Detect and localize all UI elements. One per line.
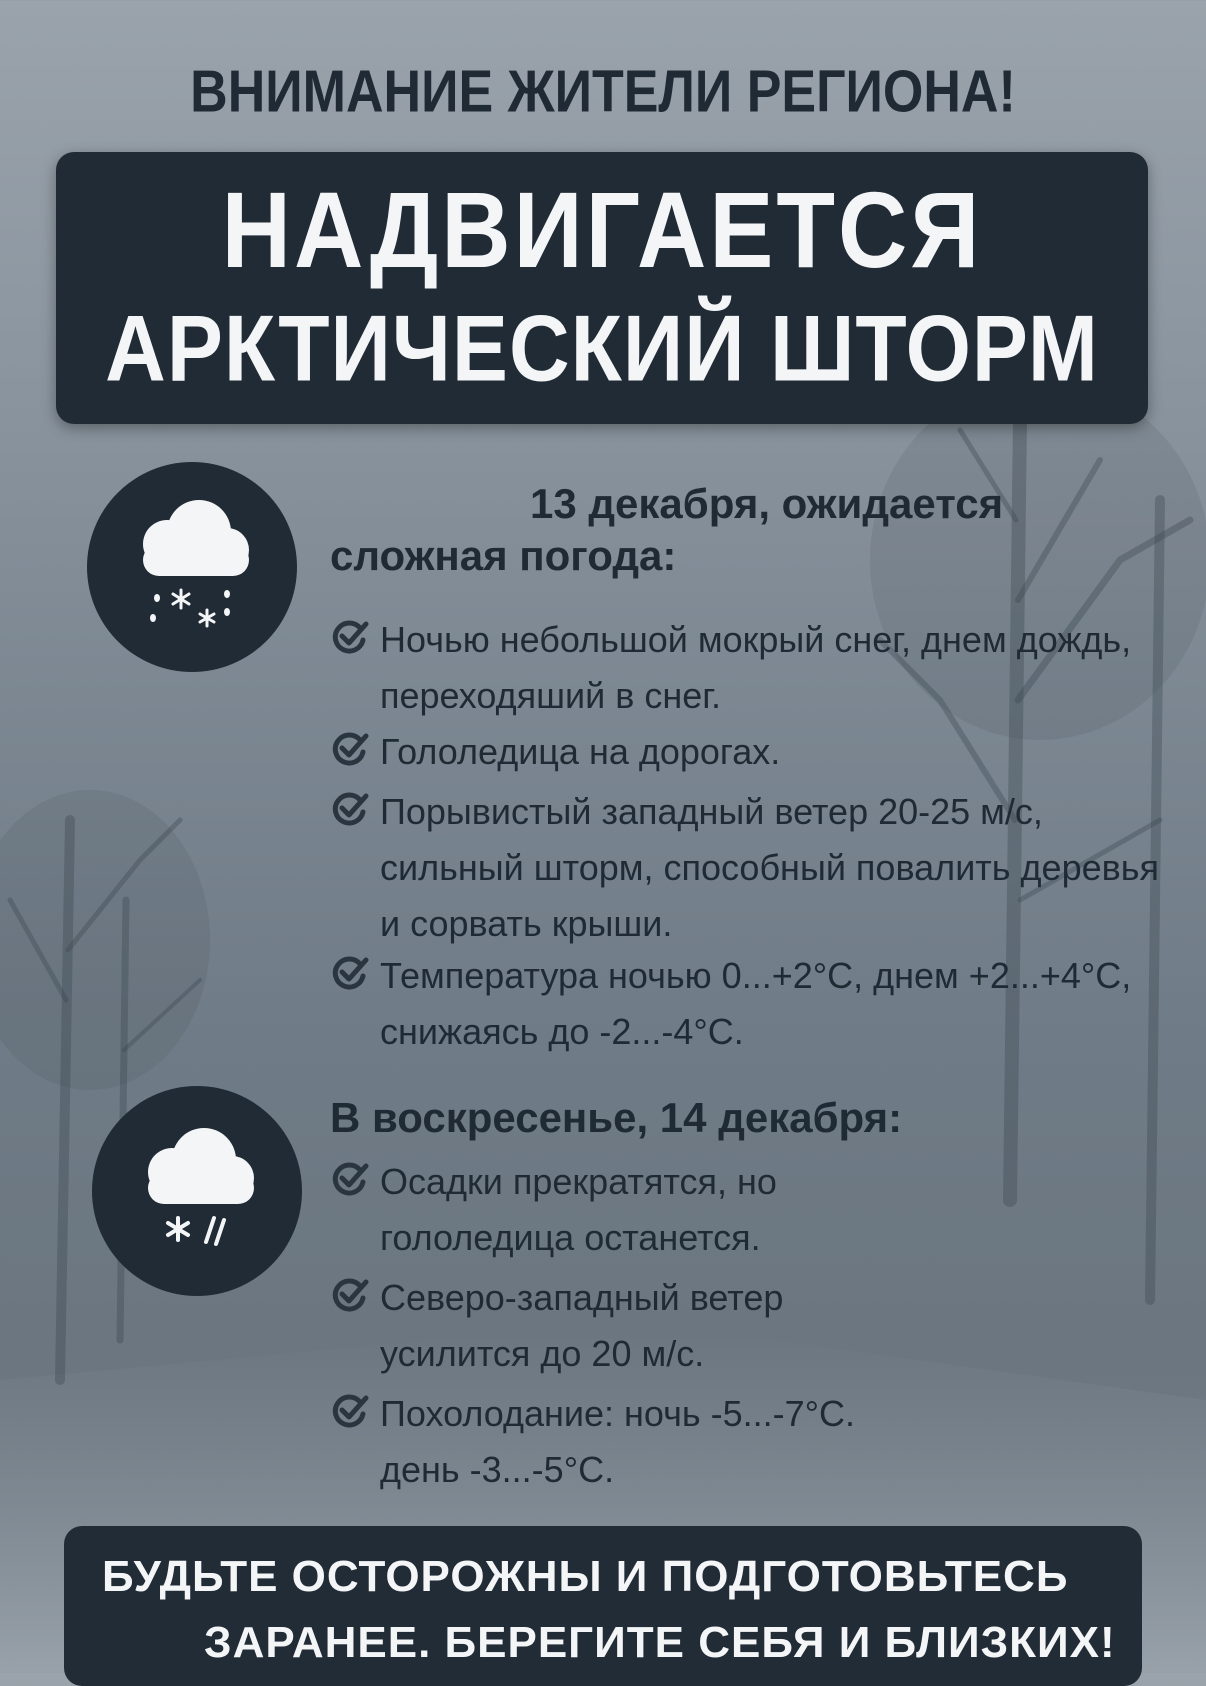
check-icon [330, 1160, 370, 1196]
section2-item-text: Северо-западный ветер усилится до 20 м/с. [380, 1277, 784, 1374]
footer-banner [64, 1526, 1142, 1686]
section1-item-text: Гололедица на дорогах. [380, 731, 781, 772]
section1-item-text: Температура ночью 0...+2°С, днем +2...+4°С, снижаясь до -2...-4°С. [380, 955, 1132, 1052]
footer-line1: БУДЬТЕ ОСТОРОЖНЫ И ПОДГОТОВЬТЕСЬ [102, 1552, 1069, 1601]
section1-title-line2: сложная погода: [330, 532, 677, 579]
check-icon [330, 1392, 370, 1428]
check-icon [330, 1276, 370, 1312]
headline-line2: АРКТИЧЕСКИЙ ШТОРМ [105, 295, 1099, 401]
check-icon [330, 618, 370, 654]
check-icon [330, 790, 370, 826]
footer-line2: ЗАРАНЕЕ. БЕРЕГИТЕ СЕБЯ И БЛИЗКИХ! [204, 1618, 1116, 1667]
section1-title-line1: 13 декабря, ожидается [530, 480, 1004, 527]
headline-line1: НАДВИГАЕТСЯ [221, 170, 983, 291]
section2-title: В воскресенье, 14 декабря: [330, 1094, 903, 1141]
kicker-heading: ВНИМАНИЕ ЖИТЕЛИ РЕГИОНА! [190, 58, 1016, 126]
headline-banner [56, 152, 1148, 424]
section1-item-text: Ночью небольшой мокрый снег, днем дождь, переходяший в снег. [380, 619, 1132, 716]
section2-item-text: Похолодание: ночь -5...-7°С. день -3...-5°С. [380, 1393, 856, 1490]
section1-item-text: Порывистый западный ветер 20-25 м/с, сильный шторм, способный повалить деревья и сорвать крыши. [380, 791, 1159, 944]
check-icon [330, 954, 370, 990]
cloud-snow-wind-icon [92, 1086, 302, 1296]
section2-item-text: Осадки прекратятся, но гололедица останется. [380, 1161, 777, 1258]
check-icon [330, 730, 370, 766]
cloud-snow-rain-icon [87, 462, 297, 672]
